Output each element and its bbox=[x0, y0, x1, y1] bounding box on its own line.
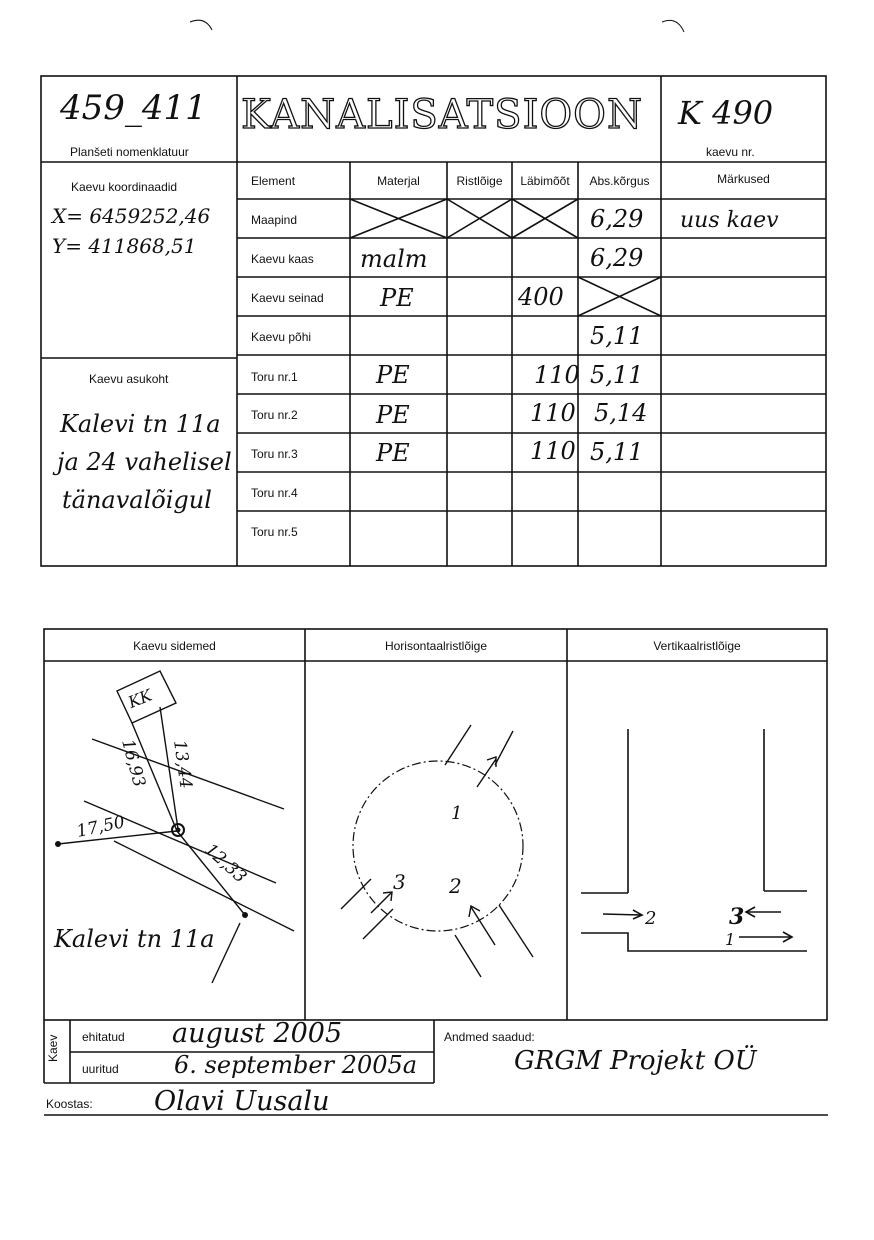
author-value: Olavi Uusalu bbox=[154, 1086, 330, 1117]
location-label: Kaevu asukoht bbox=[89, 372, 169, 386]
pipe-2-number: 2 bbox=[645, 908, 657, 929]
coordinate-y: Y= 411868,51 bbox=[52, 234, 197, 258]
pipe-3-number: 3 bbox=[393, 870, 406, 894]
street-label: Kalevi tn 11a bbox=[54, 925, 215, 953]
row-diameter: 110 bbox=[530, 399, 576, 427]
sheet-label: Planšeti nomenklatuur bbox=[70, 145, 189, 159]
column-header-material: Materjal bbox=[377, 174, 420, 188]
pipe-2-number: 2 bbox=[449, 874, 462, 898]
row-element: Toru nr.2 bbox=[251, 408, 298, 422]
row-elevation: 5,14 bbox=[594, 399, 648, 427]
column-header-elevation: Abs.kõrgus bbox=[589, 174, 650, 188]
vertical-panel-label: Vertikaalristlõige bbox=[653, 639, 741, 653]
built-value: august 2005 bbox=[172, 1018, 343, 1049]
row-material: PE bbox=[376, 401, 410, 429]
distance-label: 13,44 bbox=[169, 738, 196, 790]
column-header-element: Element bbox=[251, 174, 296, 188]
well-number: K 490 bbox=[678, 94, 774, 132]
row-element: Kaevu seinad bbox=[251, 291, 324, 305]
surveyed-label: uuritud bbox=[82, 1062, 119, 1076]
row-elevation: 6,29 bbox=[590, 205, 644, 233]
built-label: ehitatud bbox=[82, 1030, 125, 1044]
distance-label: 12,33 bbox=[200, 839, 251, 888]
row-material: malm bbox=[360, 245, 428, 273]
coordinate-x: X= 6459252,46 bbox=[52, 204, 211, 228]
page-title: KANALISATSIOON bbox=[241, 92, 643, 138]
row-material: PE bbox=[376, 439, 410, 467]
row-note: uus kaev bbox=[680, 208, 779, 233]
row-elevation: 5,11 bbox=[590, 322, 644, 350]
coordinates-label: Kaevu koordinaadid bbox=[71, 180, 178, 194]
column-header-section: Ristlõige bbox=[456, 174, 503, 188]
row-material: PE bbox=[376, 361, 410, 389]
row-material: PE bbox=[380, 284, 414, 312]
row-element: Toru nr.1 bbox=[251, 370, 298, 384]
location-line-1: Kalevi tn 11a bbox=[60, 410, 221, 438]
row-element: Toru nr.4 bbox=[251, 486, 298, 500]
row-element: Toru nr.3 bbox=[251, 447, 298, 461]
ties-sketch bbox=[44, 661, 305, 1020]
row-element: Kaevu kaas bbox=[251, 252, 314, 266]
pipe-1-number: 1 bbox=[451, 803, 463, 824]
row-elevation: 6,29 bbox=[590, 244, 644, 272]
row-element: Toru nr.5 bbox=[251, 525, 298, 539]
distance-label: 16,93 bbox=[117, 737, 150, 790]
row-elevation: 5,11 bbox=[590, 361, 644, 389]
distance-label: 17,50 bbox=[74, 812, 127, 842]
pipe-3-number: 3 bbox=[729, 904, 745, 930]
vertical-section-sketch bbox=[567, 661, 827, 1020]
row-element: Maapind bbox=[251, 213, 298, 227]
row-elevation: 5,11 bbox=[590, 438, 644, 466]
column-header-notes: Märkused bbox=[717, 172, 770, 186]
row-element: Kaevu põhi bbox=[251, 330, 312, 344]
ties-panel-label: Kaevu sidemed bbox=[133, 639, 216, 653]
column-header-diameter: Läbimõõt bbox=[520, 174, 570, 188]
data-source-value: GRGM Projekt OÜ bbox=[514, 1046, 757, 1076]
row-diameter: 400 bbox=[518, 283, 564, 311]
well-side-label: Kaev bbox=[46, 1034, 60, 1062]
horizontal-panel-label: Horisontaalristlõige bbox=[384, 639, 488, 653]
horizontal-section-sketch bbox=[305, 661, 567, 1020]
pipe-1-number: 1 bbox=[725, 930, 736, 949]
sheet-number: 459_411 bbox=[60, 88, 207, 128]
location-line-2: ja 24 vahelisel bbox=[57, 448, 232, 476]
location-line-3: tänavalõigul bbox=[62, 486, 212, 514]
kk-label: KK bbox=[125, 685, 155, 713]
row-diameter: 110 bbox=[534, 361, 580, 389]
well-label: kaevu nr. bbox=[706, 145, 755, 159]
data-source-label: Andmed saadud: bbox=[444, 1030, 535, 1044]
row-diameter: 110 bbox=[530, 437, 576, 465]
author-label: Koostas: bbox=[46, 1097, 93, 1111]
surveyed-value: 6. september 2005a bbox=[174, 1051, 418, 1079]
